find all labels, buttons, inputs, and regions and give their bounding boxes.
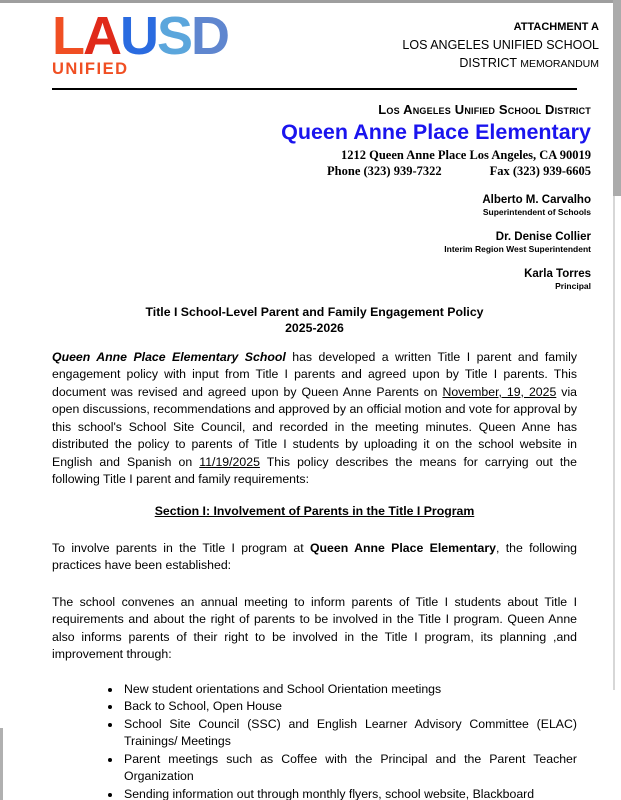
- lausd-logo-subtitle: UNIFIED: [52, 60, 129, 79]
- administrator-title: Interim Region West Superintendent: [444, 243, 591, 254]
- administrator-entry: [52, 267, 591, 292]
- attachment-label: ATTACHMENT A: [513, 21, 599, 33]
- bullet-item: • Sending information out through monthly flyers, school website, Blackboard: [122, 786, 577, 800]
- administrator-block: [52, 193, 591, 292]
- bullet-item: • School Site Council (SSC) and English Learner Advisory Committee (ELAC) Trainings/ Meetings: [122, 716, 577, 751]
- school-address: 1212 Queen Anne Place Los Angeles, CA 90019: [340, 147, 591, 162]
- lausd-logo: [52, 6, 229, 79]
- page-edge-left: [0, 728, 3, 800]
- logo-letter-a: A: [83, 6, 120, 66]
- administrator-name: Karla Torres: [524, 267, 591, 280]
- school-letterhead: [52, 102, 591, 179]
- school-contact-line: [52, 164, 591, 179]
- administrator-entry: [52, 230, 591, 255]
- revision-date: November, 19, 2025: [442, 384, 557, 399]
- practices-bullet-list: [52, 681, 577, 800]
- page-edge-right-line: [613, 196, 615, 690]
- intro-school-name: Queen Anne Place Elementary School: [52, 349, 286, 364]
- annual-meeting-paragraph: The school convenes an annual meeting to inform parents of Title I students about Title I requirements and about the right of parents to be involved in the Title I program. Queen Anne also informs parents of their right to be involved in the Title I program, its planning ,and improvement through:: [52, 594, 577, 662]
- document-title-line1: Title I School-Level Parent and Family Engagement Policy: [145, 304, 484, 319]
- logo-letter-l: L: [52, 6, 83, 66]
- lausd-logo-letters: [52, 6, 229, 66]
- header-rule: [52, 88, 577, 90]
- page-edge-top: [0, 0, 621, 3]
- involve-school-name: Queen Anne Place Elementary: [309, 540, 496, 555]
- intro-text-3: This policy describes the means for carrying out the following Title I parent and family requirements:: [52, 454, 577, 487]
- involve-text-1: To involve parents in the Title I program at: [52, 540, 310, 555]
- memo-header: [52, 6, 599, 79]
- intro-text-1: has developed a written Title I parent and family engagement policy with input from Title I parents and agreed upon by Title I parents. This document was revised and agreed upon by Queen Anne Parents on: [52, 349, 577, 399]
- page-edge-right: [613, 0, 621, 196]
- logo-letter-s: S: [157, 6, 192, 66]
- memo-header-right: [402, 14, 599, 73]
- intro-paragraph: [52, 349, 577, 489]
- memo-district: DISTRICT: [459, 56, 517, 70]
- document-title: [52, 304, 577, 336]
- document-title-year: 2025-2026: [285, 320, 344, 335]
- memo-line-2: [402, 54, 599, 73]
- intro-text-2: via open discussions, recommendations and approved by an official motion and vote for approval by this school's School Site Council, and recorded in the meeting minutes. Queen Anne has distributed the policy to parents of Title I students by uploading it on the school website in English and Spanish on: [52, 384, 578, 469]
- memo-memorandum: MEMORANDUM: [520, 58, 599, 70]
- section-1-heading: Section I: Involvement of Parents in the Title I Program: [154, 503, 475, 518]
- bullet-item: • Parent meetings such as Coffee with the Principal and the Parent Teacher Organization: [122, 751, 577, 786]
- distribution-date: 11/19/2025: [199, 454, 260, 469]
- administrator-name: Dr. Denise Collier: [495, 230, 591, 243]
- bullet-item: • Back to School, Open House: [122, 698, 577, 716]
- administrator-entry: [52, 193, 591, 218]
- logo-letter-u: U: [120, 6, 157, 66]
- administrator-name: Alberto M. Carvalho: [482, 193, 591, 206]
- school-name: Queen Anne Place Elementary: [281, 119, 591, 144]
- memo-line-1: LOS ANGELES UNIFIED SCHOOL: [402, 38, 599, 52]
- district-name: Los Angeles Unified School District: [378, 101, 591, 117]
- logo-letter-d: D: [191, 6, 229, 66]
- fax-number: Fax (323) 939-6605: [489, 163, 591, 178]
- administrator-title: Principal: [555, 280, 591, 291]
- bullet-item: • New student orientations and School Orientation meetings: [122, 681, 577, 699]
- phone-number: Phone (323) 939-7322: [327, 163, 442, 178]
- administrator-title: Superintendent of Schools: [482, 206, 591, 217]
- involve-text-2: , the following practices have been established:: [52, 540, 577, 573]
- involvement-paragraph: [52, 540, 577, 575]
